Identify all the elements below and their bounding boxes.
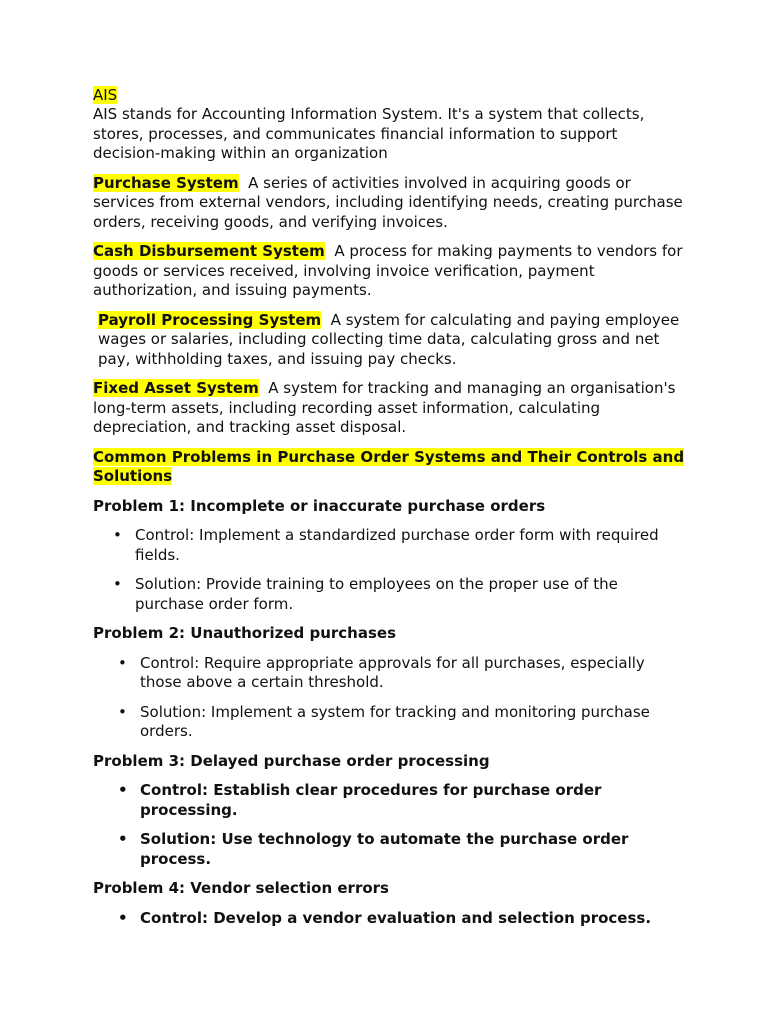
payroll-term: Payroll Processing System	[98, 310, 322, 329]
list-item-text: Solution: Use technology to automate the purchase order process.	[140, 830, 629, 868]
list-item-text: Solution: Implement a system for tracking and monitoring purchase orders.	[140, 702, 650, 740]
problem-3-title: Problem 3: Delayed purchase order processing	[93, 751, 490, 770]
list-item-text: Control: Establish clear procedures for purchase order processing.	[140, 781, 602, 819]
fixed-asset-desc: A system for tracking and managing an organisation's long-term assets, including recording asset information, calculating depreciation, and tracking asset disposal.	[93, 379, 676, 436]
list-item	[118, 702, 685, 742]
section-heading-text: Common Problems in Purchase Order Systems and Their Controls and Solutions	[93, 447, 685, 485]
cash-disbursement-term: Cash Disbursement System	[93, 242, 325, 260]
payroll-para	[93, 311, 685, 370]
cash-disbursement-desc: A process for making payments to vendors for goods or services received, involving invoice verification, payment authorization, and issuing payments.	[93, 242, 683, 299]
bullet: •	[113, 575, 122, 593]
purchase-system-para	[93, 174, 685, 233]
problem-1-title: Problem 1: Incomplete or inaccurate purchase orders	[93, 496, 546, 515]
section-heading	[93, 448, 685, 487]
purchase-system-term: Purchase System	[93, 173, 239, 192]
document-body	[93, 86, 685, 938]
payroll-desc: A system for calculating and paying employee wages or salaries, including collecting time data, calculating gross and net pay, withholding taxes, and issuing pay checks.	[98, 310, 680, 368]
list-item	[118, 781, 685, 820]
list-item-text: Solution: Provide training to employees on the proper use of the purchase order form.	[135, 575, 618, 613]
problem-2-title: Problem 2: Unauthorized purchases	[93, 624, 397, 642]
fixed-asset-para	[93, 379, 685, 438]
list-item	[113, 575, 685, 614]
ais-heading	[93, 86, 685, 105]
problem-4-list	[93, 909, 685, 929]
list-item-text: Control: Develop a vendor evaluation and selection process.	[140, 908, 652, 927]
bullet: •	[118, 702, 127, 721]
problem-4-title: Problem 4: Vendor selection errors	[93, 879, 389, 897]
problem-1-list	[93, 526, 685, 614]
cash-disbursement-para	[93, 242, 685, 301]
problem-2-list	[93, 654, 685, 742]
list-item	[113, 526, 685, 565]
list-item	[118, 908, 685, 929]
list-item-text: Control: Require appropriate approvals for all purchases, especially those above a certain threshold.	[140, 653, 645, 691]
bullet: •	[118, 908, 128, 927]
problem-3-list	[93, 781, 685, 869]
ais-title: AIS	[93, 86, 118, 104]
fixed-asset-term: Fixed Asset System	[93, 379, 259, 397]
bullet: •	[118, 653, 127, 672]
bullet: •	[118, 781, 128, 799]
list-item	[118, 653, 685, 693]
purchase-system-desc: A series of activities involved in acquiring goods or services from external vendors, including identifying needs, creating purchase orders, receiving goods, and verifying invoices.	[93, 173, 683, 231]
list-item	[118, 830, 685, 869]
list-item-text: Control: Implement a standardized purchase order form with required fields.	[135, 526, 659, 564]
ais-definition: AIS stands for Accounting Information System. It's a system that collects, stores, processes, and communicates financial information to support decision-making within an organization	[93, 105, 645, 162]
bullet: •	[113, 526, 122, 544]
bullet: •	[118, 830, 128, 848]
